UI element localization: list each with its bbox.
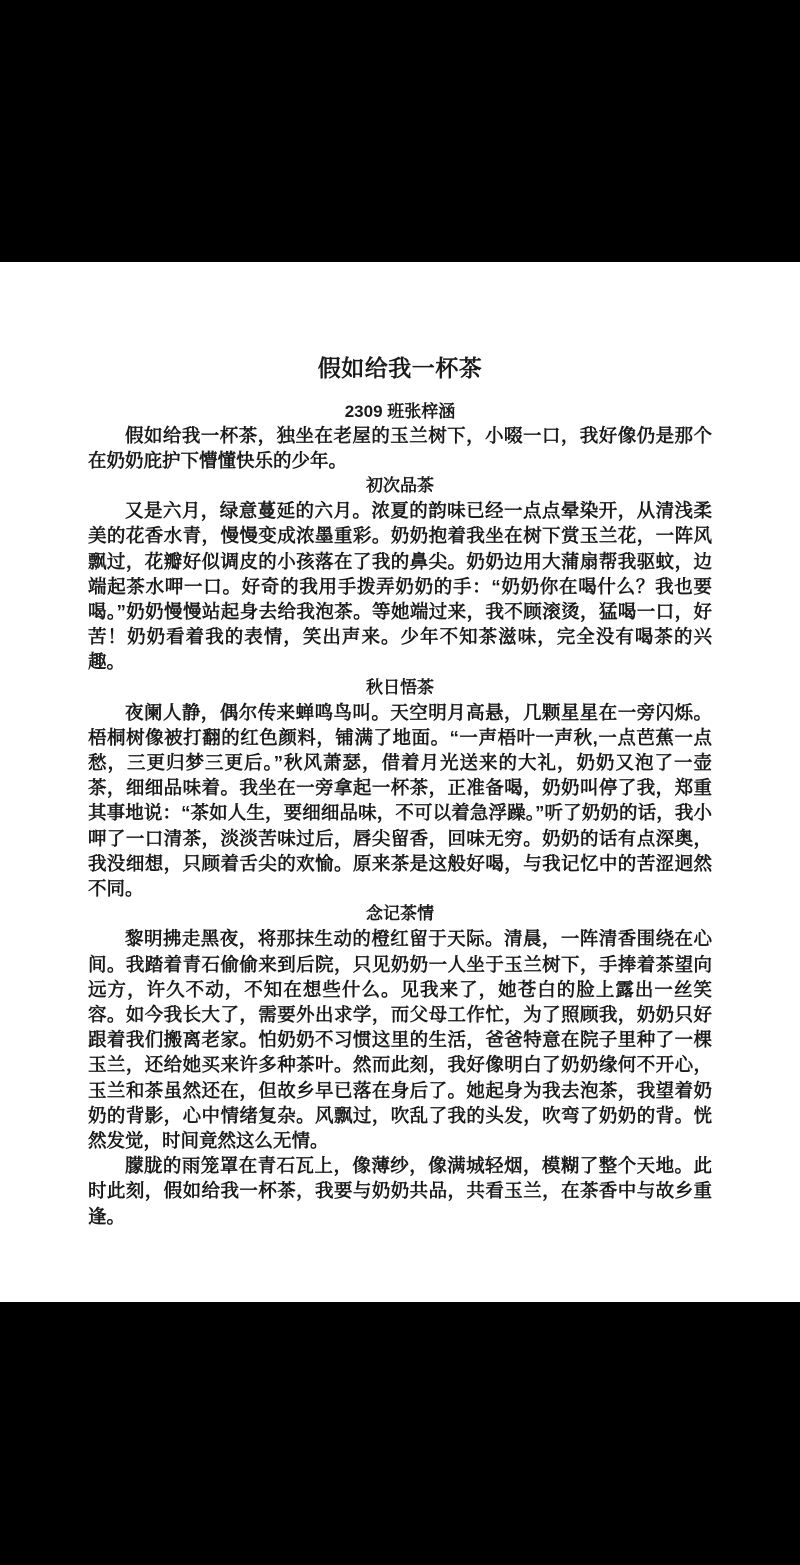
- closing-paragraph: 朦胧的雨笼罩在青石瓦上，像薄纱，像满城轻烟，模糊了整个天地。此时此刻，假如给我一杯茶，我要与奶奶共品，共看玉兰，在茶香中与故乡重逢。: [88, 1155, 712, 1227]
- lead-paragraph: 假如给我一杯茶，独坐在老屋的玉兰树下，小啜一口，我好像仍是那个在奶奶庇护下懵懂快乐的少年。: [88, 424, 712, 472]
- section-body-3: 黎明拂走黑夜，将那抹生动的橙红留于天际。清晨，一阵清香围绕在心间。我踏着青石偷偷来到后院，只见奶奶一人坐于玉兰树下，手捧着茶望向远方，许久不动，不知在想些什么。见我来了，她苍白的脸上露出一丝笑容。如今我长大了，需要外出求学，而父母工作忙，为了照顾我，奶奶只好跟着我们搬离老家。怕奶奶不习惯这里的生活，爸爸特意在院子里种了一棵玉兰，还给她买来许多种茶叶。然而此刻，我好像明白了奶奶缘何不开心，玉兰和茶虽然还在，但故乡早已落在身后了。她起身为我去泡茶，我望着奶奶的背影，心中情绪复杂。风飘过，吹乱了我的头发，吹弯了奶奶的背。恍然发觉，时间竟然这么无情。: [88, 928, 712, 1151]
- author-byline: 2309 班张梓涵: [344, 401, 456, 421]
- letterbox-top-bar: [0, 0, 800, 262]
- section-body-1: 又是六月，绿意蔓延的六月。浓夏的韵味已经一点点晕染开，从清浅柔美的花香水青，慢慢变成浓墨重彩。奶奶抱着我坐在树下赏玉兰花，一阵风飘过，花瓣好似调皮的小孩落在了我的鼻尖。奶奶边用大蒲扇帮我驱蚊，边端起茶水呷一口。好奇的我用手拨弄奶奶的手：“奶奶你在喝什么？我也要喝。”奶奶慢慢站起身去给我泡茶。等她端过来，我不顾滚烫，猛喝一口，好苦！奶奶看着我的表情，笑出声来。少年不知茶滋味，完全没有喝茶的兴趣。: [88, 500, 712, 673]
- page-title: 假如给我一杯茶: [317, 355, 483, 381]
- section-heading-3: 念记茶情: [366, 904, 434, 924]
- section-body-2: 夜阑人静，偶尔传来蝉鸣鸟叫。天空明月高悬，几颗星星在一旁闪烁。梧桐树像被打翻的红色颜料，铺满了地面。“一声梧叶一声秋,一点芭蕉一点愁，三更归梦三更后。”秋风萧瑟，借着月光送来的大礼，奶奶又泡了一壶茶，细细品味着。我坐在一旁拿起一杯茶，正准备喝，奶奶叫停了我，郑重其事地说：“茶如人生，要细细品味，不可以着急浮躁。”听了奶奶的话，我小呷了一口清茶，淡淡苦味过后，唇尖留香，回味无穷。奶奶的话有点深奥，我没细想，只顾着舌尖的欢愉。原来茶是这般好喝，与我记忆中的苦涩迥然不同。: [88, 701, 712, 900]
- letterbox-bottom-bar: [0, 1302, 800, 1565]
- document-page: [0, 262, 800, 1302]
- section-heading-2: 秋日悟茶: [366, 677, 434, 697]
- document-content: [88, 262, 712, 1229]
- section-heading-1: 初次品茶: [366, 476, 434, 496]
